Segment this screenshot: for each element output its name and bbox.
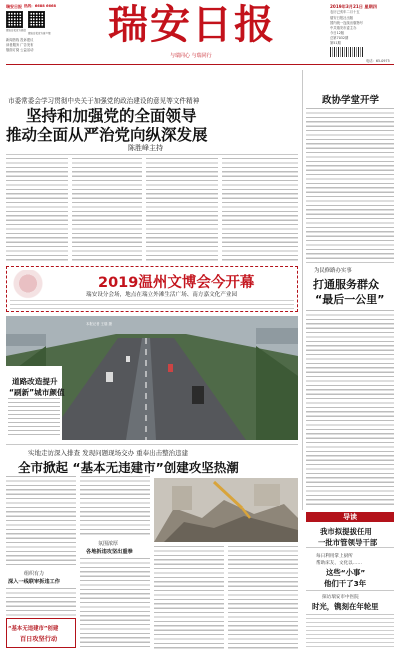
daodu-item2-title-line1[interactable]: 这些“小事”	[326, 568, 366, 577]
newspaper-label: 瑞安日报	[6, 4, 22, 9]
crackdown-body-col2	[80, 476, 150, 536]
header-info-4: 今日12版	[330, 31, 345, 35]
demolition-photo	[154, 478, 298, 542]
small-story1-body	[6, 588, 76, 616]
expo-subhead: 瑞安设分会场，地点在瑞立外滩生活广场、南方嘉文化产业园	[86, 292, 238, 298]
expo-headline: 2019温州文博会今开幕	[98, 275, 255, 291]
qr-code-left-icon	[6, 11, 23, 28]
small-story2-line1: 氛围浓厚	[98, 541, 119, 547]
daodu-item3-pre: 探访瑞安市中医院	[322, 595, 359, 600]
header-info-5: 总第7032期	[330, 36, 349, 40]
daodu-divider-2	[306, 590, 394, 591]
small-story1-line1: 组织有力	[24, 571, 45, 577]
daodu-header: 导读	[306, 512, 394, 522]
barcode-icon	[330, 47, 364, 57]
right-story2-title-line1: 打通服务群众	[313, 278, 379, 291]
lunar-date: 农历己亥年二月十五	[330, 10, 360, 14]
right-story2-kicker: 为民修路办实事	[314, 268, 352, 274]
masthead-title: 瑞安日报	[108, 1, 276, 48]
qr-code-right-icon	[28, 11, 45, 28]
header-phone: 电话：65-0975	[366, 59, 390, 63]
service-line-1: 新闻热线 投诉建议	[6, 38, 34, 42]
right-story2-title-line2: “最后一公里”	[315, 293, 385, 306]
expo-body	[10, 300, 294, 310]
road-story-body	[8, 398, 60, 438]
header-info-6: 第51期	[330, 41, 341, 45]
right-story1-title: 政协学堂开学	[322, 95, 380, 106]
header-right	[330, 4, 396, 64]
qr-caption-left: 瑞安日报官方微信	[6, 29, 27, 32]
header-info-2: 国内统一连续出版物号	[330, 21, 363, 25]
issue-date: 2019年3月21日 星期四	[330, 4, 377, 9]
lead-kicker: 市委常委会学习贯彻中央关于加强党的政治建设的意见等文件精神	[8, 97, 200, 105]
crackdown-body-col4	[228, 546, 298, 650]
lead-divider	[6, 154, 298, 155]
header-left	[6, 4, 76, 60]
masthead-slogan: 与瑞同心 与瑞同行	[170, 53, 212, 59]
small-story1-line2: 深入一线联审拆违工作	[8, 579, 60, 585]
service-line-3: 版面订阅 公益活动	[6, 48, 34, 52]
right-story2-body	[306, 310, 394, 508]
daodu-item2-title-line2[interactable]: 他们干了3年	[324, 579, 367, 588]
header-info-1: 瑞安日报社出版	[330, 16, 354, 20]
daodu-item1-title[interactable]: 我市拟提拔任用	[320, 527, 372, 536]
qr-caption-right: 瑞安日报官方客户端	[28, 32, 51, 35]
campaign-line2: 百日攻坚行动	[20, 636, 58, 643]
road-story-title-line2: “刷新”城市颜值	[9, 388, 65, 397]
daodu-item1-sub[interactable]: 一批市管领导干部	[318, 538, 378, 547]
lead-body-col1	[6, 158, 68, 262]
header-info-3: 中共瑞安市委主办	[330, 26, 357, 30]
expo-logo-icon	[12, 270, 52, 300]
service-line-2: 读者服务 广告发布	[6, 43, 34, 47]
campaign-box	[6, 618, 76, 648]
lead-body-col3	[146, 158, 218, 262]
crackdown-kicker: 实地走访深入排查 发现问题现场交办 重奉出击整治违建	[28, 449, 189, 457]
lead-headline-line1: 坚持和加强党的全面领导	[26, 106, 197, 125]
road-photo-caption: 本报记者 王瑞 摄	[86, 322, 112, 326]
lead-body-col2	[72, 158, 142, 262]
daodu-item3-title[interactable]: 时光，镌刻在年轮里	[312, 602, 379, 611]
right-story1-body	[306, 108, 394, 260]
lead-body-col4	[222, 158, 298, 262]
small-story2-line2: 各地拆违攻坚出重拳	[86, 549, 133, 555]
demolition-photo-image	[154, 478, 298, 542]
crackdown-divider	[6, 444, 298, 445]
small-story2-body	[80, 558, 150, 650]
crackdown-body-col3	[154, 546, 224, 650]
lead-byline: 陈胜峰主持	[128, 144, 163, 152]
header-rule	[6, 64, 394, 65]
road-story-title-line1: 道路改造提升	[12, 377, 58, 386]
right-column-rule	[302, 70, 303, 510]
daodu-item2-pre2: 帮助床友、文化以……	[316, 561, 362, 566]
daodu-footer-text	[306, 618, 394, 650]
daodu-item2-pre1: 每日利用掌上厨所	[316, 554, 353, 559]
lead-headline-line2: 推动全面从严治党向纵深发展	[6, 125, 208, 144]
crackdown-body-col1	[6, 476, 76, 568]
crackdown-headline: 全市掀起 “基本无违建市”创建攻坚热潮	[18, 460, 239, 475]
campaign-line1: “基本无违建市”创建	[8, 626, 59, 632]
right-divider-1	[306, 262, 394, 263]
hotline: 热线：6688 6668	[24, 4, 57, 8]
daodu-divider-3	[306, 614, 394, 615]
